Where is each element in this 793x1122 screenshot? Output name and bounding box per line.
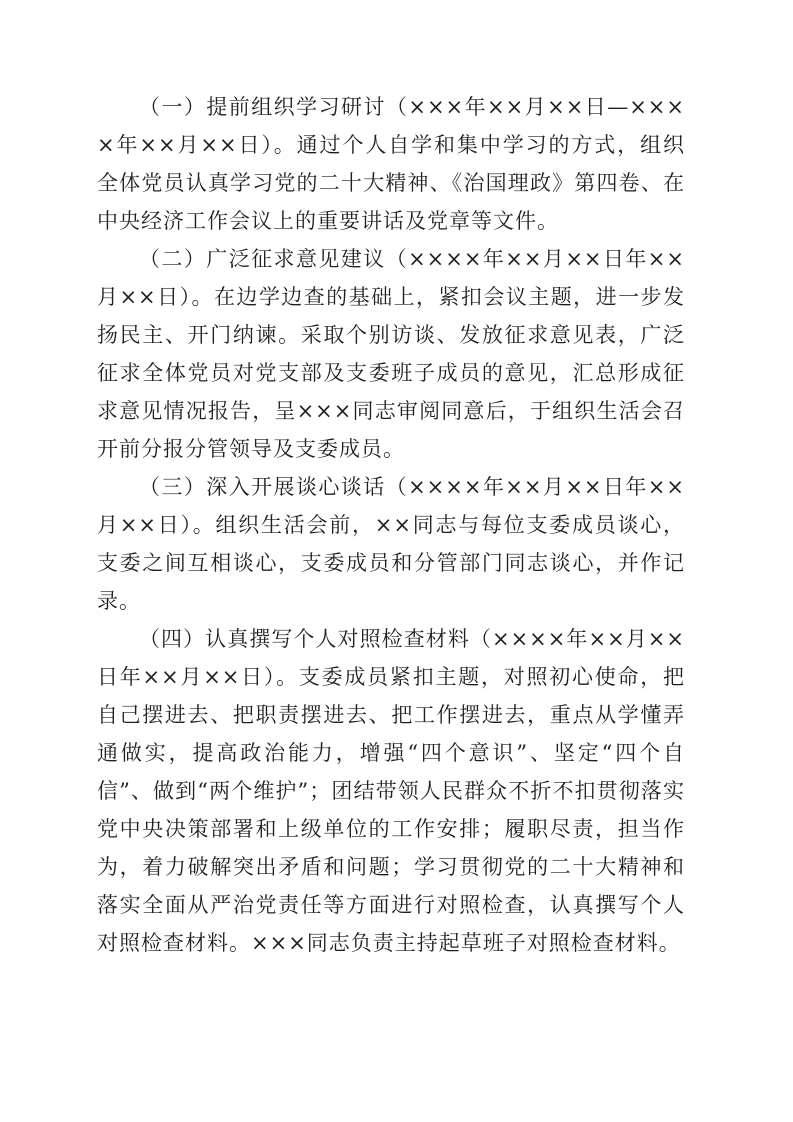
paragraph-section-1: （一）提前组织学习研讨（×××年××月××日—××××年××月××日）。通过个人自学和集中学习的方式，组织全体党员认真学习党的二十大精神、《治国理政》第四卷、在中央经济工作会议上的重要讲话及党章等文件。 [97,95,685,233]
paragraph-section-2: （二）广泛征求意见建议（××××年××月××日年××月××日）。在边学边查的基础上，紧扣会议主题，进一步发扬民主、开门纳谏。采取个别访谈、发放征求意见表，广泛征求全体党员对党支部及支委班子成员的意见，汇总形成征求意见情况报告，呈×××同志审阅同意后，于组织生活会召开前分报分管领导及支委成员。 [97,247,685,461]
document-body [97,88,685,962]
paragraph-section-3: （三）深入开展谈心谈话（××××年××月××日年××月××日）。组织生活会前，××同志与每位支委成员谈心，支委之间互相谈心，支委成员和分管部门同志谈心，并作记录。 [97,475,685,613]
paragraph-section-4: （四）认真撰写个人对照检查材料（××××年××月××日年××月××日）。支委成员紧扣主题，对照初心使命，把自己摆进去、把职责摆进去、把工作摆进去，重点从学懂弄通做实，提高政治能力，增强“四个意识”、坚定“四个自信”、做到“两个维护”；团结带领人民群众不折不扣贯彻落实党中央决策部署和上级单位的工作安排；履职尽责，担当作为，着力破解突出矛盾和问题；学习贯彻党的二十大精神和落实全面从严治党责任等方面进行对照检查，认真撰写个人对照检查材料。×××同志负责主持起草班子对照检查材料。 [97,627,685,955]
